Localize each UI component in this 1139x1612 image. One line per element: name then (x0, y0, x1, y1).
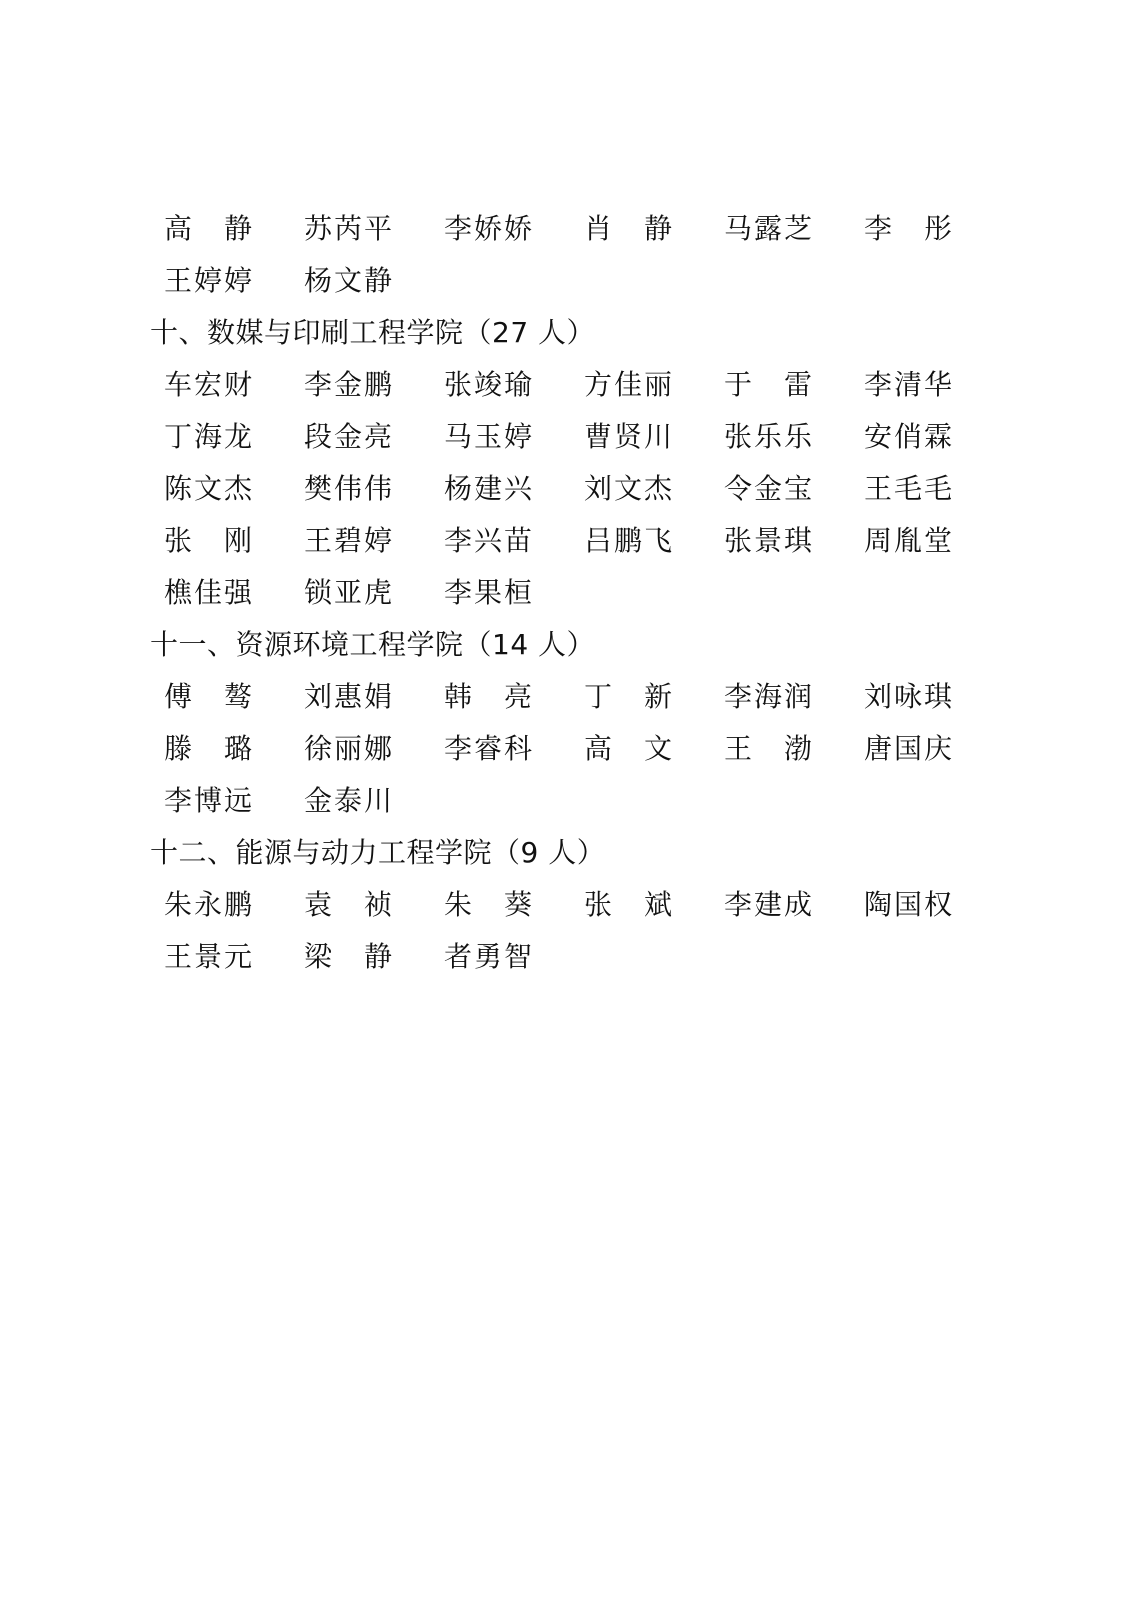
person-name: 王景元 (164, 940, 255, 973)
person-name: 高 静 (164, 212, 255, 245)
person-name: 樵佳强 (164, 576, 255, 609)
person-name: 方佳丽 (584, 368, 675, 401)
person-name: 徐丽娜 (304, 732, 395, 765)
person-name: 于 雷 (724, 368, 815, 401)
person-name: 安俏霖 (864, 420, 955, 453)
person-name: 韩 亮 (444, 680, 535, 713)
section-continued (150, 203, 990, 307)
section-heading: 十、数媒与印刷工程学院（27 人） (150, 316, 596, 349)
section-energy-power (150, 827, 990, 983)
person-name: 李娇娇 (444, 212, 535, 245)
person-name: 傅 骜 (164, 680, 255, 713)
person-name: 李海润 (724, 680, 815, 713)
person-name: 吕鹏飞 (584, 524, 675, 557)
person-name: 金泰川 (304, 784, 395, 817)
person-name: 唐国庆 (864, 732, 955, 765)
person-name: 高 文 (584, 732, 675, 765)
name-grid (164, 359, 990, 619)
person-name: 王婷婷 (164, 264, 255, 297)
person-name: 王毛毛 (864, 472, 955, 505)
person-name: 朱永鹏 (164, 888, 255, 921)
person-name: 苏芮平 (304, 212, 395, 245)
person-name: 曹贤川 (584, 420, 675, 453)
person-name: 杨文静 (304, 264, 395, 297)
person-name: 李兴苗 (444, 524, 535, 557)
section-digital-media-printing (150, 307, 990, 619)
person-name: 陈文杰 (164, 472, 255, 505)
person-name: 马玉婷 (444, 420, 535, 453)
person-name: 者勇智 (444, 940, 535, 973)
section-heading: 十一、资源环境工程学院（14 人） (150, 628, 596, 661)
person-name: 张竣瑜 (444, 368, 535, 401)
person-name: 王 渤 (724, 732, 815, 765)
person-name: 陶国权 (864, 888, 955, 921)
person-name: 令金宝 (724, 472, 815, 505)
person-name: 刘咏琪 (864, 680, 955, 713)
person-name: 张 斌 (584, 888, 675, 921)
award-list (150, 203, 990, 983)
person-name: 朱 葵 (444, 888, 535, 921)
person-name: 马露芝 (724, 212, 815, 245)
person-name: 李金鹏 (304, 368, 395, 401)
person-name: 梁 静 (304, 940, 395, 973)
person-name: 刘惠娟 (304, 680, 395, 713)
person-name: 周胤堂 (864, 524, 955, 557)
person-name: 樊伟伟 (304, 472, 395, 505)
section-resources-environment (150, 619, 990, 827)
person-name: 王碧婷 (304, 524, 395, 557)
person-name: 刘文杰 (584, 472, 675, 505)
person-name: 张乐乐 (724, 420, 815, 453)
person-name: 车宏财 (164, 368, 255, 401)
person-name: 袁 祯 (304, 888, 395, 921)
person-name: 锁亚虎 (304, 576, 395, 609)
section-heading: 十二、能源与动力工程学院（9 人） (150, 836, 606, 869)
person-name: 李清华 (864, 368, 955, 401)
person-name: 丁海龙 (164, 420, 255, 453)
person-name: 滕 璐 (164, 732, 255, 765)
person-name: 李果桓 (444, 576, 535, 609)
person-name: 李博远 (164, 784, 255, 817)
person-name: 张景琪 (724, 524, 815, 557)
person-name: 丁 新 (584, 680, 675, 713)
person-name: 肖 静 (584, 212, 675, 245)
name-grid (164, 203, 990, 307)
person-name: 李 彤 (864, 212, 955, 245)
person-name: 张 刚 (164, 524, 255, 557)
person-name: 段金亮 (304, 420, 395, 453)
name-grid (164, 879, 990, 983)
person-name: 李睿科 (444, 732, 535, 765)
person-name: 杨建兴 (444, 472, 535, 505)
person-name: 李建成 (724, 888, 815, 921)
name-grid (164, 671, 990, 827)
